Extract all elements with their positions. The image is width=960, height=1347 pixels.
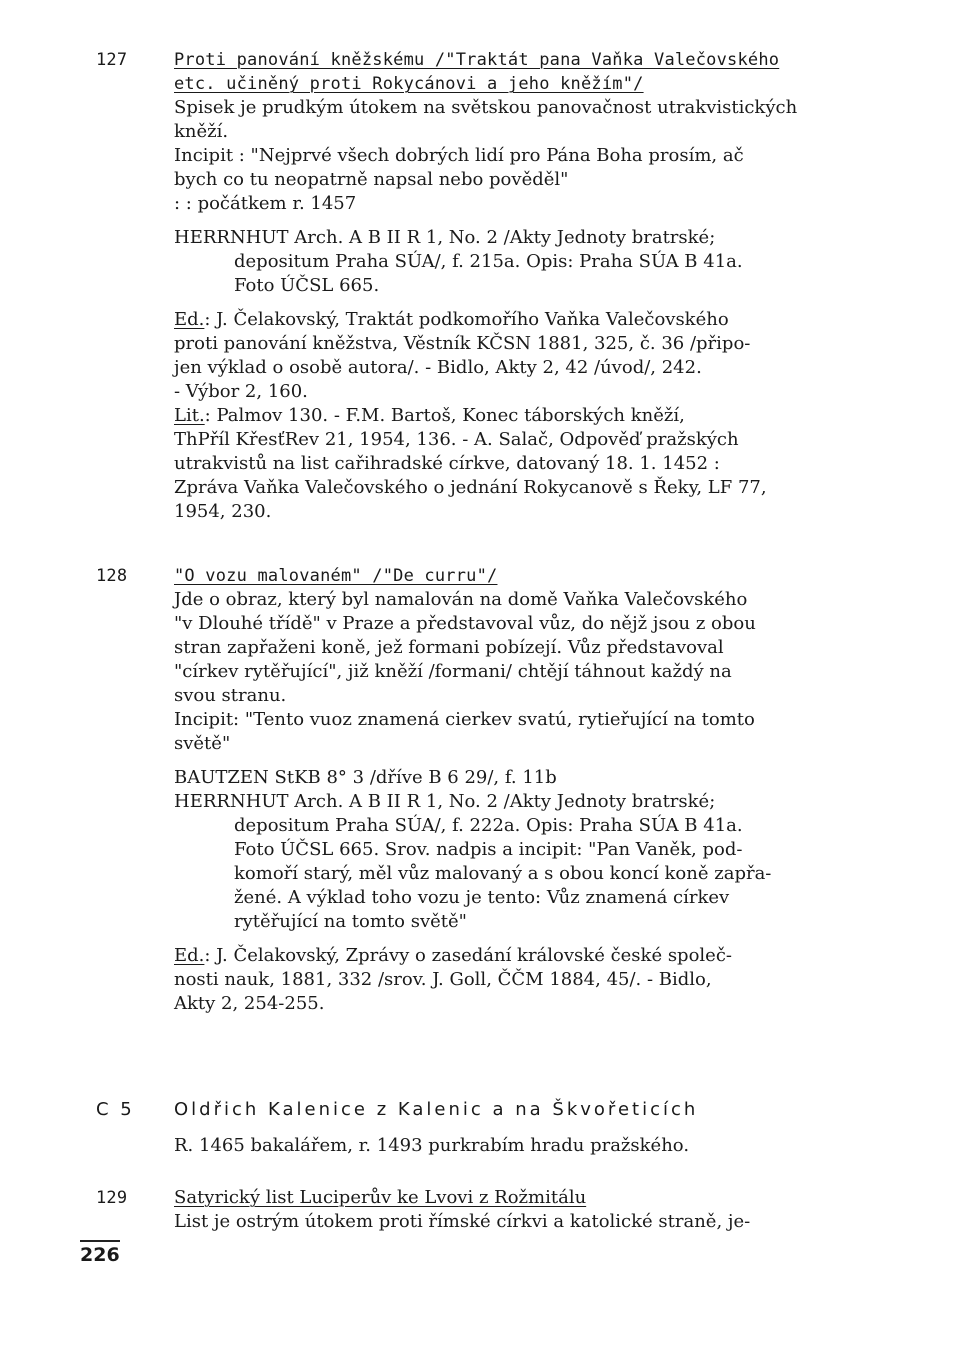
source-line: žené. A výklad toho vozu je tento: Vůz znamená církev (234, 887, 730, 908)
literature-line: utrakvistů na list cařihradské církve, datovaný 18. 1. 1452 : (174, 453, 720, 474)
edition-line (174, 944, 874, 968)
description-line: bych co tu neopatrně napsal nebo pověděl" (174, 169, 569, 190)
description-line: stran zapřaženi koně, jež formani pobízejí. Vůz představoval (174, 637, 724, 658)
section-body (174, 1098, 874, 1158)
section-note: R. 1465 bakalářem, r. 1493 purkrabím hradu pražského. (174, 1135, 690, 1156)
description-line: Incipit: "Tento vuoz znamená cierkev svatú, rytieřující na tomto (174, 709, 755, 730)
source-line: rytěřující na tomto světě" (234, 911, 467, 932)
description-line: světě" (174, 733, 231, 754)
entry-title-line: etc. učiněný proti Rokycánovi a jeho kněžím"/ (174, 74, 644, 94)
edition-label: Ed. (174, 945, 205, 966)
entry-number: 127 (96, 50, 128, 70)
entry-number: 129 (96, 1188, 128, 1208)
entry-body (174, 564, 874, 1016)
literature-label: Lit. (174, 405, 205, 426)
edition-line: proti panování kněžstva, Věstník KČSN 1881, 325, č. 36 /připo- (174, 333, 751, 354)
page-number: 226 (80, 1240, 120, 1266)
source-line: Foto ÚČSL 665. (234, 275, 380, 296)
description-line: Jde o obraz, který byl namalován na domě Vaňka Valečovského (174, 589, 748, 610)
edition-block (174, 944, 874, 1016)
edition-line: - Výbor 2, 160. (174, 381, 308, 402)
source-block (174, 766, 874, 934)
description-line: svou stranu. (174, 685, 287, 706)
literature-text: : Palmov 130. - F.M. Bartoš, Konec táborských kněží, (204, 405, 685, 426)
description-line: "církev rytěřující", již kněží /formani/ chtějí táhnout každý na (174, 661, 732, 682)
literature-line: Zpráva Vaňka Valečovského o jednání Rokycanově s Řeky, LF 77, (174, 477, 767, 498)
description-line: "v Dlouhé třídě" v Praze a představoval vůz, do nějž jsou z obou (174, 613, 756, 634)
edition-line: jen výklad o osobě autora/. - Bidlo, Akty 2, 42 /úvod/, 242. (174, 357, 702, 378)
entry-title-line: "O vozu malovaném" /"De curru"/ (174, 566, 498, 586)
source-line: HERRNHUT Arch. A B II R 1, No. 2 /Akty Jednoty bratrské; (174, 227, 716, 248)
section-code: C 5 (96, 1099, 135, 1120)
edition-block (174, 308, 874, 524)
literature-line: 1954, 230. (174, 501, 272, 522)
section-heading: Oldřich Kalenice z Kalenic a na Škvořeticích (174, 1099, 699, 1120)
source-block (174, 226, 874, 298)
source-line: HERRNHUT Arch. A B II R 1, No. 2 /Akty Jednoty bratrské; (174, 791, 716, 812)
edition-label: Ed. (174, 309, 205, 330)
source-line: komoří starý, měl vůz malovaný a s obou koncí koně zapřa- (234, 863, 772, 884)
source-line: Foto ÚČSL 665. Srov. nadpis a incipit: "Pan Vaněk, pod- (234, 839, 743, 860)
edition-text: : J. Čelakovský, Traktát podkomořího Vaňka Valečovského (204, 309, 729, 330)
edition-line (174, 308, 874, 332)
source-line: depositum Praha SÚA/, f. 222a. Opis: Praha SÚA B 41a. (234, 815, 743, 836)
entry-number: 128 (96, 566, 128, 586)
description-line: Incipit : "Nejprvé všech dobrých lidí pro Pána Boha prosím, ač (174, 145, 744, 166)
literature-line: ThPříl KřesťRev 21, 1954, 136. - A. Salač, Odpověď pražských (174, 429, 739, 450)
source-line: depositum Praha SÚA/, f. 215a. Opis: Praha SÚA B 41a. (234, 251, 743, 272)
edition-line: nosti nauk, 1881, 332 /srov. J. Goll, ČČM 1884, 45/. - Bidlo, (174, 969, 712, 990)
edition-text: : J. Čelakovský, Zprávy o zasedání královské české společ- (204, 945, 732, 966)
entry-body (174, 1186, 874, 1234)
entry-title-line: Proti panování kněžskému /"Traktát pana Vaňka Valečovského (174, 50, 780, 70)
description-line: : : počátkem r. 1457 (174, 193, 357, 214)
entry-title-line: Satyrický list Luciperův ke Lvovi z Rožmitálu (174, 1187, 587, 1208)
description-line: kněží. (174, 121, 229, 142)
description-line: Spisek je prudkým útokem na světskou panovačnost utrakvistických (174, 97, 798, 118)
entry-body (174, 48, 874, 524)
literature-line (174, 404, 874, 428)
description-line: List je ostrým útokem proti římské církvi a katolické straně, je- (174, 1211, 751, 1232)
source-line: BAUTZEN StKB 8° 3 /dříve B 6 29/, f. 11b (174, 767, 557, 788)
edition-line: Akty 2, 254-255. (174, 993, 325, 1014)
